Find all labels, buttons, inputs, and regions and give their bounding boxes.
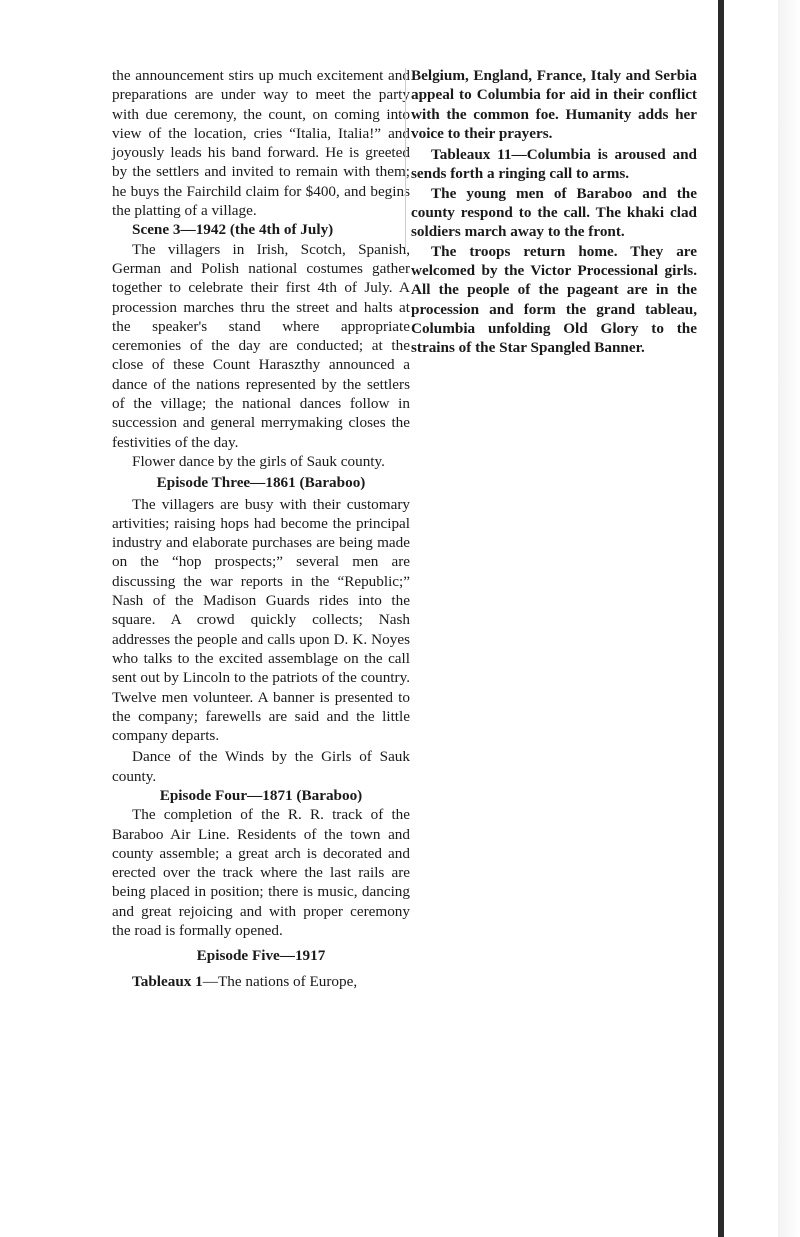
intro-paragraph: the announcement stirs up much excitement and preparations are under way to meet the party with due ceremony, the count, on coming into view of the location, cries “Italia, Italia!” and joyously leads his band forward. He is greeted by the settlers and invited to remain with them; he buys the Fairchild claim for $400, and begins the platting of a village. <box>112 67 410 220</box>
scene-3-heading: Scene 3—1942 (the 4th of July) <box>132 221 334 239</box>
tableaux-1-continuation: Belgium, England, France, Italy and Serbia appeal to Columbia for aid in their conflict with the common foe. Humanity adds her voice to their prayers. <box>411 67 697 142</box>
episode-four-paragraph: The completion of the R. R. track of the Baraboo Air Line. Residents of the town and county assemble; a great arch is decorated and erected over the track where the last rails are being placed in position; there is music, dancing and great rejoicing and with proper ceremony the road is formally opened. <box>112 806 410 940</box>
tableaux-2-label: Tableaux 11 <box>431 146 512 164</box>
scan-right-margin <box>718 0 800 1237</box>
episode-three-paragraph: The villagers are busy with their customary artivities; raising hops had become the principal industry and elaborate purchases are being made on the “hop prospects;” several men are discussing the war reports in the “Republic;” Nash of the Madison Guards rides into the square. A crowd quickly collects; Nash addresses the people and calls upon D. K. Noyes who talks to the excited assemblage on the call sent out by Lincoln to the patriots of the country. Twelve men volunteer. A banner is presented to the company; farewells are said and the little company departs. <box>112 495 410 745</box>
tableaux-1-label: Tableaux 1 <box>132 972 203 990</box>
flower-dance-paragraph: Flower dance by the girls of Sauk county. <box>132 452 385 470</box>
left-text-column <box>112 66 410 991</box>
tableaux-1-paragraph <box>112 972 410 991</box>
winds-dance-paragraph: Dance of the Winds by the Girls of Sauk county. <box>112 748 410 785</box>
tableaux-2-text: —Columbia is aroused and sends forth a ringing call to arms. <box>411 146 697 183</box>
tableaux-2-paragraph <box>411 145 697 184</box>
episode-five-heading: Episode Five—1917 <box>196 947 326 965</box>
right-text-column <box>411 66 697 357</box>
episode-three-heading: Episode Three—1861 (Baraboo) <box>156 474 366 492</box>
young-men-paragraph: The young men of Baraboo and the county respond to the call. The khaki clad soldiers march away to the front. <box>411 184 697 241</box>
episode-four-heading: Episode Four—1871 (Baraboo) <box>159 786 363 804</box>
scene-3-paragraph: The villagers in Irish, Scotch, Spanish, German and Polish national costumes gather together to celebrate their first 4th of July. A procession marches thru the street and halts at the speaker's stand where appropriate ceremonies of the day are conducted; at the close of these Count Haraszthy announced a dance of the nations represented by the settlers of the village; the national dances follow in succession and general merrymaking closes the festivities of the day. <box>112 240 410 451</box>
troops-return-paragraph: The troops return home. They are welcomed by the Victor Processional girls. All the people of the pageant are in the procession and form the grand tableau, Columbia unfolding Old Glory to the strains of the Star Spangled Banner. <box>411 242 697 357</box>
tableaux-1-text: —The nations of Europe, <box>202 972 358 990</box>
